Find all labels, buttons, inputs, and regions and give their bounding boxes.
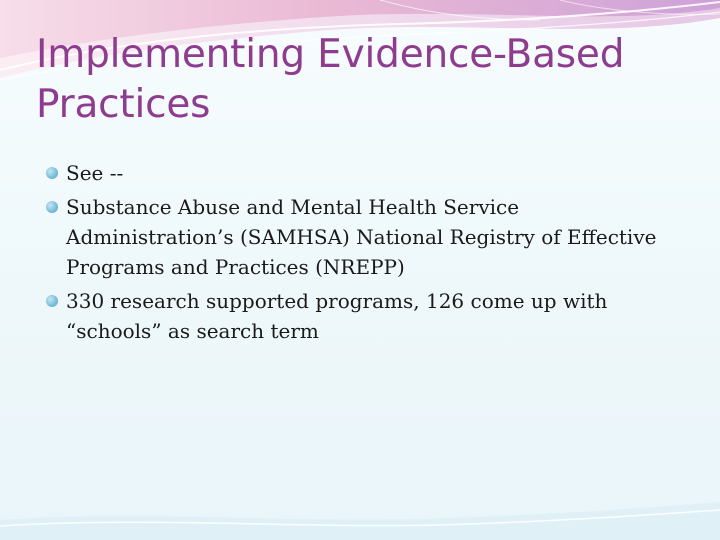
- bullet-item: [46, 286, 686, 346]
- bullet-text: Substance Abuse and Mental Health Service Administration’s (SAMHSA) National Registry of Effective Programs and Practices (NREPP): [66, 195, 657, 279]
- bullet-text: 330 research supported programs, 126 come up with “schools” as search term: [66, 289, 608, 343]
- bullet-dot-icon: [46, 201, 58, 213]
- bullet-text: See --: [66, 161, 124, 185]
- bullet-list: [46, 158, 686, 350]
- bullet-dot-icon: [46, 167, 58, 179]
- bottom-wave-decoration: [0, 480, 720, 540]
- slide-title: Implementing Evidence-Based Practices: [36, 32, 625, 127]
- bullet-item: [46, 158, 686, 188]
- bullet-dot-icon: [46, 295, 58, 307]
- bullet-item: [46, 192, 686, 282]
